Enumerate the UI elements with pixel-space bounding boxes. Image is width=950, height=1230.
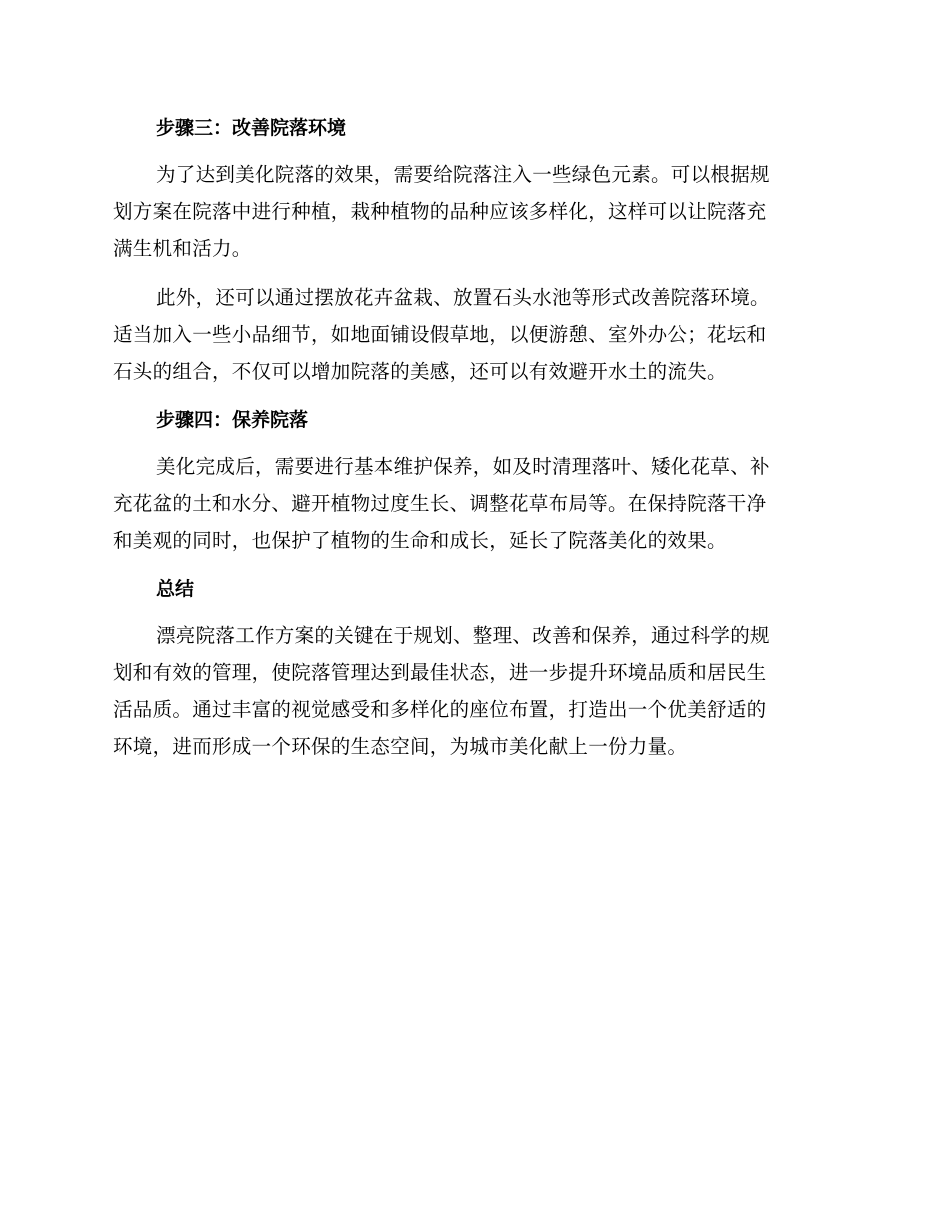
paragraph [113,156,830,267]
paragraph-line: 石头的组合，不仅可以增加院落的美感，还可以有效避开水土的流失。 [113,360,727,383]
paragraph [113,448,830,559]
section-heading-step-3: 步骤三：改善院落环境 [156,117,347,139]
section-heading-step-4: 步骤四：保养院落 [156,409,309,431]
paragraph-line: 充花盆的土和水分、避开植物过度生长、调整花草布局等。在保持院落干净 [113,492,767,515]
paragraph-line: 漂亮院落工作方案的关键在于规划、整理、改善和保养，通过科学的规 [156,624,770,647]
paragraph-line: 为了达到美化院落的效果，需要给院落注入一些绿色元素。可以根据规 [156,163,770,186]
paragraph [113,279,830,390]
paragraph-line: 适当加入一些小品细节，如地面铺设假草地，以便游憩、室外办公；花坛和 [113,323,767,346]
paragraph-line: 满生机和活力。 [113,237,252,260]
paragraph [113,617,830,765]
paragraph-line: 此外，还可以通过摆放花卉盆栽、放置石头水池等形式改善院落环境。 [156,286,770,309]
paragraph-line: 活品质。通过丰富的视觉感受和多样化的座位布置，打造出一个优美舒适的 [113,698,767,721]
section-heading-summary: 总结 [156,578,195,600]
document-body [113,110,830,777]
paragraph-line: 划和有效的管理，使院落管理达到最佳状态，进一步提升环境品质和居民生 [113,661,767,684]
paragraph-line: 划方案在院落中进行种植，栽种植物的品种应该多样化，这样可以让院落充 [113,200,767,223]
paragraph-line: 环境，进而形成一个环保的生态空间，为城市美化献上一份力量。 [113,735,688,758]
paragraph-line: 美化完成后，需要进行基本维护保养，如及时清理落叶、矮化花草、补 [156,455,770,478]
paragraph-line: 和美观的同时，也保护了植物的生命和成长，延长了院落美化的效果。 [113,529,727,552]
